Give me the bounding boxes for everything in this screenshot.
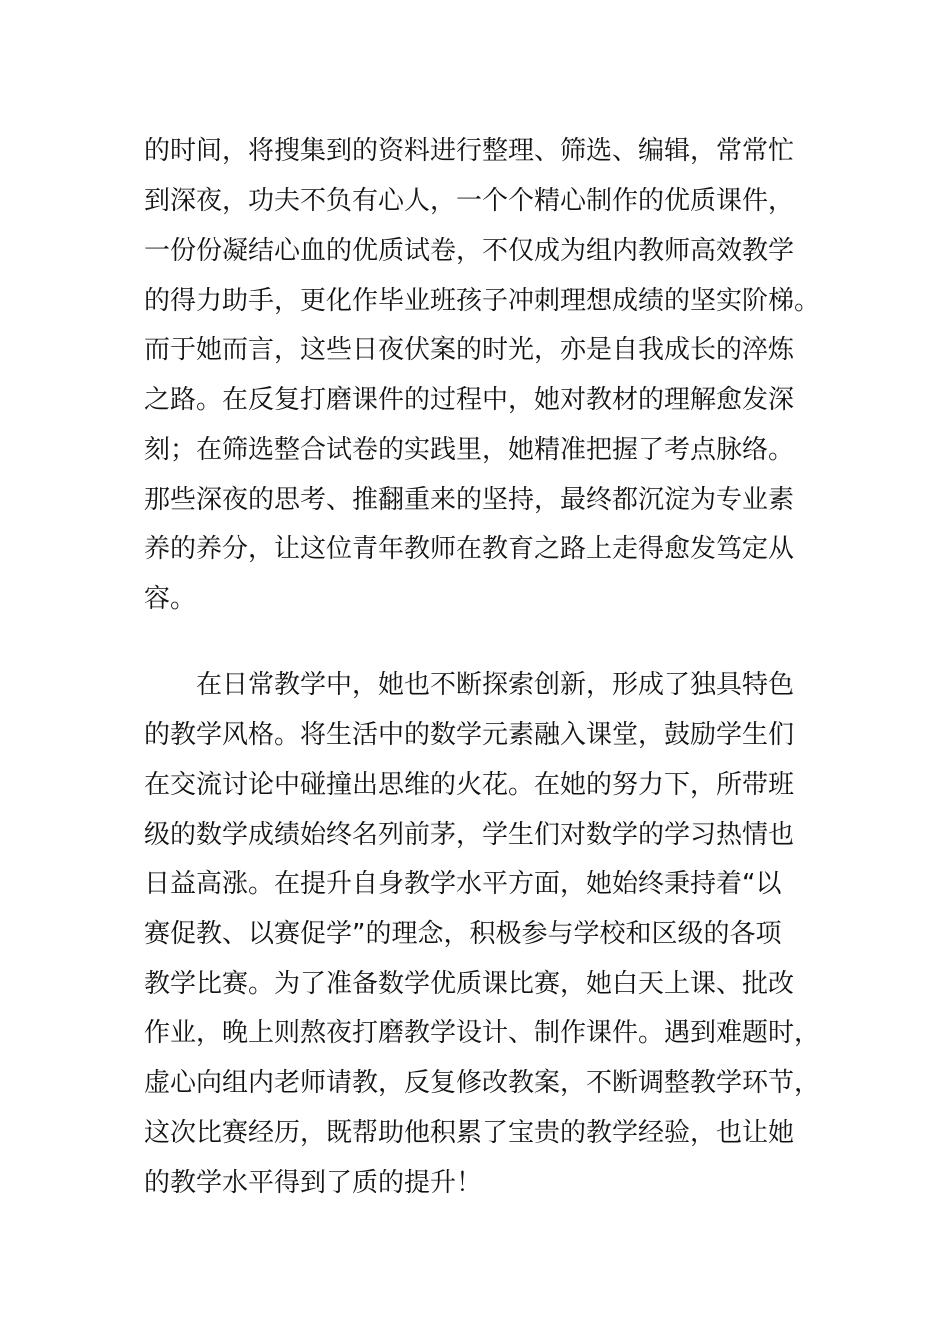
- text-line: 养的养分，让这位青年教师在教育之路上走得愈发笃定从: [144, 534, 795, 564]
- text-line: 虚心向组内老师请教，反复修改教案，不断调整教学环节，: [144, 1068, 821, 1098]
- text-line: 之路。在反复打磨课件的过程中，她对教材的理解愈发深: [144, 385, 795, 415]
- text-line: 一份份凝结心血的优质试卷，不仅成为组内教师高效教学: [144, 236, 795, 266]
- text-line: 的得力助手，更化作毕业班孩子冲刺理想成绩的坚实阶梯。: [144, 286, 821, 316]
- text-line: 容。: [144, 584, 197, 614]
- text-line: 教学比赛。为了准备数学优质课比赛，她白天上课、批改: [144, 969, 795, 999]
- text-line: 的时间，将搜集到的资料进行整理、筛选、编辑，常常忙: [144, 136, 795, 166]
- text-line: 级的数学成绩始终名列前茅，学生们对数学的学习热情也: [144, 820, 795, 850]
- text-line: 那些深夜的思考、推翻重来的坚持，最终都沉淀为专业素: [144, 485, 795, 515]
- text-line: 在交流讨论中碰撞出思维的火花。在她的努力下，所带班: [144, 770, 795, 800]
- text-line: 刻；在筛选整合试卷的实践里，她精准把握了考点脉络。: [144, 435, 795, 465]
- text-line: 在日常教学中，她也不断探索创新，形成了独具特色: [196, 670, 795, 700]
- text-line: 到深夜，功夫不负有心人，一个个精心制作的优质课件，: [144, 186, 795, 216]
- text-line: 作业，晚上则熬夜打磨教学设计、制作课件。遇到难题时，: [144, 1018, 821, 1048]
- text-line: 的教学水平得到了质的提升！: [144, 1168, 483, 1198]
- text-line: 赛促教、以赛促学”的理念，积极参与学校和区级的各项: [144, 919, 782, 949]
- text-line: 这次比赛经历，既帮助他积累了宝贵的教学经验，也让她: [144, 1118, 795, 1148]
- text-line: 日益高涨。在提升自身教学水平方面，她始终秉持着“以: [144, 869, 782, 899]
- text-line: 而于她而言，这些日夜伏案的时光，亦是自我成长的淬炼: [144, 335, 795, 365]
- text-line: 的教学风格。将生活中的数学元素融入课堂，鼓励学生们: [144, 720, 795, 750]
